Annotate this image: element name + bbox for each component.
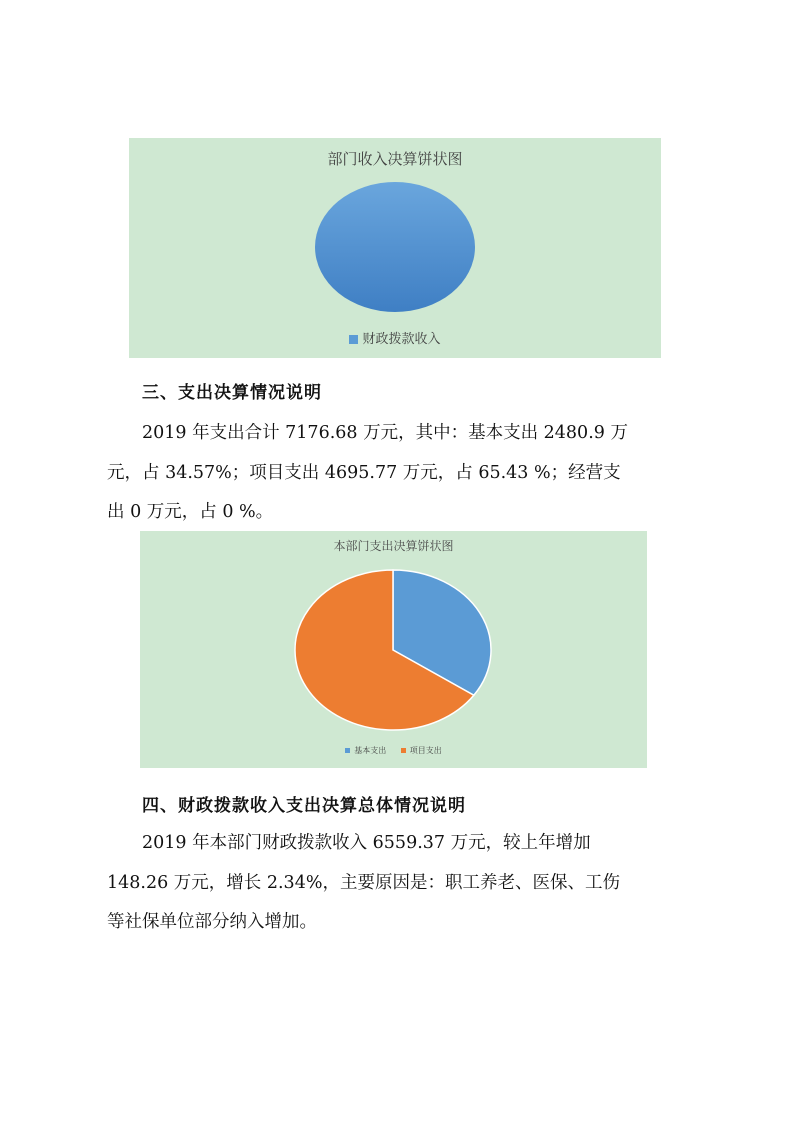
legend-label: 基本支出 [354, 746, 387, 755]
pie-slice-fiscal-allocation [315, 182, 475, 312]
paragraph-line: 2019 年支出合计 7176.68 万元，其中：基本支出 2480.9 万 [142, 423, 628, 443]
income-pie-svg [313, 180, 477, 314]
legend-item [401, 745, 442, 756]
income-pie-chart [129, 138, 661, 358]
paragraph-line: 等社保单位部分纳入增加。 [107, 912, 317, 932]
paragraph-line: 元，占 34.57%；项目支出 4695.77 万元，占 65.43 %；经营支 [107, 463, 621, 483]
expenditure-pie-svg [292, 567, 494, 733]
section-heading-fiscal-overview: 四、财政拨款收入支出决算总体情况说明 [142, 796, 466, 816]
paragraph-line: 出 0 万元，占 0 %。 [107, 502, 274, 522]
chart-title: 部门收入决算饼状图 [327, 150, 463, 168]
paragraph-line: 148.26 万元，增长 2.34%，主要原因是：职工养老、医保、工伤 [107, 873, 620, 893]
legend-item [349, 328, 440, 347]
chart-legend [129, 328, 661, 347]
legend-swatch [349, 335, 358, 344]
legend-swatch [401, 748, 406, 753]
chart-title: 本部门支出决算饼状图 [333, 539, 454, 553]
legend-label: 财政拨款收入 [362, 332, 441, 347]
expenditure-pie-chart [140, 531, 647, 768]
section-heading-expenditure: 三、支出决算情况说明 [142, 383, 322, 403]
legend-item [345, 745, 386, 756]
paragraph-line: 2019 年本部门财政拨款收入 6559.37 万元，较上年增加 [142, 833, 591, 853]
legend-label: 项目支出 [409, 746, 442, 755]
chart-legend [140, 745, 647, 756]
legend-swatch [345, 748, 350, 753]
